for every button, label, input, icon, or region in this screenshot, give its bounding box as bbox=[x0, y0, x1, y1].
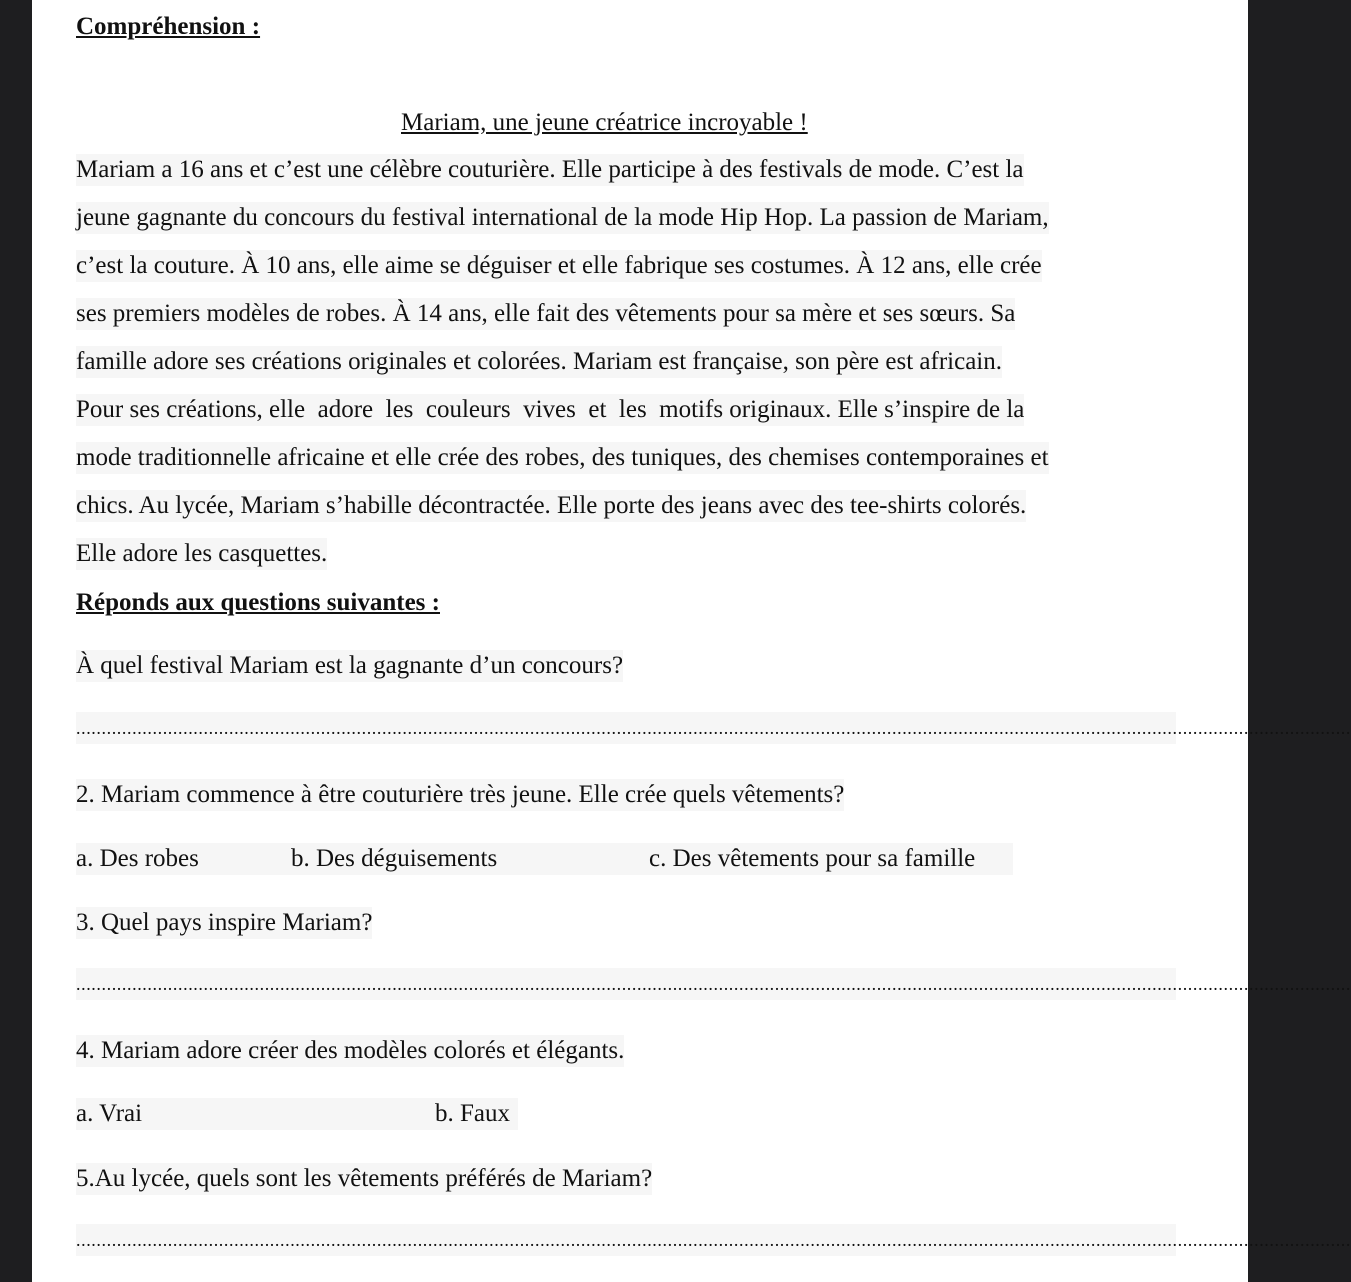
questions-heading: Réponds aux questions suivantes : bbox=[76, 589, 440, 616]
question-4-options bbox=[76, 1098, 518, 1130]
paragraph-line: c’est la couture. À 10 ans, elle aime se déguiser et elle fabrique ses costumes. À 12 ans, elle crée bbox=[76, 250, 1042, 282]
answer-line-3[interactable]: .......................................................................................................................................................................................................................................................... bbox=[76, 968, 1176, 1000]
question-4: 4. Mariam adore créer des modèles colorés et élégants. bbox=[76, 1035, 624, 1067]
question-2-options bbox=[76, 843, 1013, 875]
question-2: 2. Mariam commence à être couturière très jeune. Elle crée quels vêtements? bbox=[76, 779, 844, 811]
option-vrai[interactable]: a. Vrai bbox=[76, 1100, 143, 1127]
question-1: À quel festival Mariam est la gagnante d’un concours? bbox=[76, 650, 623, 682]
section-heading: Compréhension : bbox=[76, 13, 261, 40]
question-3: 3. Quel pays inspire Mariam? bbox=[76, 907, 372, 939]
paragraph-line: famille adore ses créations originales et colorées. Mariam est française, son père est africain. bbox=[76, 346, 1002, 378]
paragraph-line: chics. Au lycée, Mariam s’habille décontractée. Elle porte des jeans avec des tee-shirts colorés. bbox=[76, 490, 1026, 522]
text-title: Mariam, une jeune créatrice incroyable ! bbox=[401, 109, 808, 136]
answer-line-5[interactable]: .......................................................................................................................................................................................................................................................... bbox=[76, 1224, 1176, 1256]
option-a[interactable]: a. Des robes bbox=[76, 845, 199, 872]
paragraph-line: ses premiers modèles de robes. À 14 ans, elle fait des vêtements pour sa mère et ses sœurs. Sa bbox=[76, 298, 1015, 330]
paragraph-line: Mariam a 16 ans et c’est une célèbre couturière. Elle participe à des festivals de mode. C’est la bbox=[76, 154, 1024, 186]
option-b[interactable]: b. Des déguisements bbox=[291, 845, 498, 872]
paragraph-line: Pour ses créations, elle adore les couleurs vives et les motifs originaux. Elle s’inspire de la bbox=[76, 394, 1024, 426]
option-c[interactable]: c. Des vêtements pour sa famille bbox=[649, 845, 976, 872]
option-faux[interactable]: b. Faux bbox=[435, 1100, 510, 1127]
question-5: 5.Au lycée, quels sont les vêtements préférés de Mariam? bbox=[76, 1163, 652, 1195]
paragraph-line: Elle adore les casquettes. bbox=[76, 538, 327, 570]
document-page bbox=[32, 0, 1351, 1282]
paragraph-line: mode traditionnelle africaine et elle crée des robes, des tuniques, des chemises contemporaines et bbox=[76, 442, 1049, 474]
answer-line-1[interactable]: .......................................................................................................................................................................................................................................................... bbox=[76, 712, 1176, 744]
paragraph-line: jeune gagnante du concours du festival international de la mode Hip Hop. La passion de Mariam, bbox=[76, 202, 1049, 234]
